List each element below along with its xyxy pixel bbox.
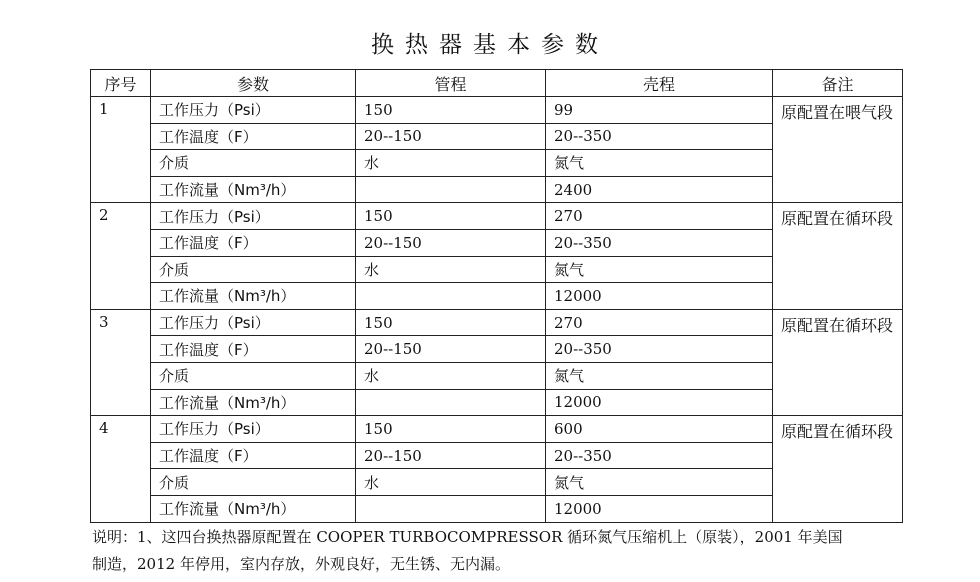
parameters-table <box>90 69 903 523</box>
header-remark: 备注 <box>773 70 903 97</box>
header-shell: 壳程 <box>546 70 773 97</box>
tube-cell: 150 <box>356 309 546 336</box>
shell-cell: 20--350 <box>546 123 773 150</box>
shell-cell: 600 <box>546 416 773 443</box>
shell-cell: 氮气 <box>546 150 773 177</box>
shell-cell: 270 <box>546 203 773 230</box>
tube-cell: 水 <box>356 469 546 496</box>
param-cell: 工作温度（F） <box>151 336 356 363</box>
seq-cell: 2 <box>91 203 151 309</box>
param-cell: 介质 <box>151 256 356 283</box>
tube-cell: 水 <box>356 362 546 389</box>
header-seq: 序号 <box>91 70 151 97</box>
tube-cell <box>356 283 546 310</box>
param-cell: 介质 <box>151 362 356 389</box>
tube-cell <box>356 495 546 522</box>
param-cell: 工作压力（Psi） <box>151 416 356 443</box>
remark-cell: 原配置在喂气段 <box>773 97 903 203</box>
tube-cell: 20--150 <box>356 442 546 469</box>
table-row <box>91 416 903 443</box>
tube-cell: 水 <box>356 256 546 283</box>
param-cell: 工作压力（Psi） <box>151 309 356 336</box>
param-cell: 工作温度（F） <box>151 123 356 150</box>
shell-cell: 99 <box>546 97 773 124</box>
param-cell: 工作流量（Nm³/h） <box>151 176 356 203</box>
note-line-1: 说明：1、这四台换热器原配置在 COOPER TURBOCOMPRESSOR 循环氮气压缩机上（原装），2001 年美国 <box>92 528 843 546</box>
tube-cell: 20--150 <box>356 336 546 363</box>
notes-section <box>92 524 902 578</box>
table-header-row <box>91 70 903 97</box>
shell-cell: 12000 <box>546 283 773 310</box>
param-cell: 工作温度（F） <box>151 442 356 469</box>
table-row <box>91 97 903 124</box>
param-cell: 工作流量（Nm³/h） <box>151 389 356 416</box>
shell-cell: 12000 <box>546 495 773 522</box>
shell-cell: 20--350 <box>546 229 773 256</box>
shell-cell: 270 <box>546 309 773 336</box>
param-cell: 工作温度（F） <box>151 229 356 256</box>
note-line-2: 制造，2012 年停用，室内存放，外观良好，无生锈、无内漏。 <box>92 555 510 573</box>
param-cell: 介质 <box>151 469 356 496</box>
seq-cell: 1 <box>91 97 151 203</box>
header-param: 参数 <box>151 70 356 97</box>
tube-cell: 20--150 <box>356 229 546 256</box>
page-title: 换热器基本参数 <box>371 32 609 58</box>
tube-cell: 150 <box>356 97 546 124</box>
seq-cell: 4 <box>91 416 151 522</box>
shell-cell: 氮气 <box>546 469 773 496</box>
remark-cell: 原配置在循环段 <box>773 309 903 415</box>
tube-cell <box>356 176 546 203</box>
remark-cell: 原配置在循环段 <box>773 416 903 522</box>
param-cell: 工作流量（Nm³/h） <box>151 283 356 310</box>
tube-cell: 150 <box>356 416 546 443</box>
table-row <box>91 309 903 336</box>
param-cell: 工作流量（Nm³/h） <box>151 495 356 522</box>
tube-cell: 20--150 <box>356 123 546 150</box>
seq-cell: 3 <box>91 309 151 415</box>
tube-cell: 150 <box>356 203 546 230</box>
shell-cell: 氮气 <box>546 362 773 389</box>
shell-cell: 20--350 <box>546 442 773 469</box>
table-row <box>91 203 903 230</box>
param-cell: 工作压力（Psi） <box>151 97 356 124</box>
tube-cell <box>356 389 546 416</box>
shell-cell: 12000 <box>546 389 773 416</box>
remark-cell: 原配置在循环段 <box>773 203 903 309</box>
shell-cell: 20--350 <box>546 336 773 363</box>
param-cell: 介质 <box>151 150 356 177</box>
tube-cell: 水 <box>356 150 546 177</box>
header-tube: 管程 <box>356 70 546 97</box>
param-cell: 工作压力（Psi） <box>151 203 356 230</box>
shell-cell: 2400 <box>546 176 773 203</box>
shell-cell: 氮气 <box>546 256 773 283</box>
